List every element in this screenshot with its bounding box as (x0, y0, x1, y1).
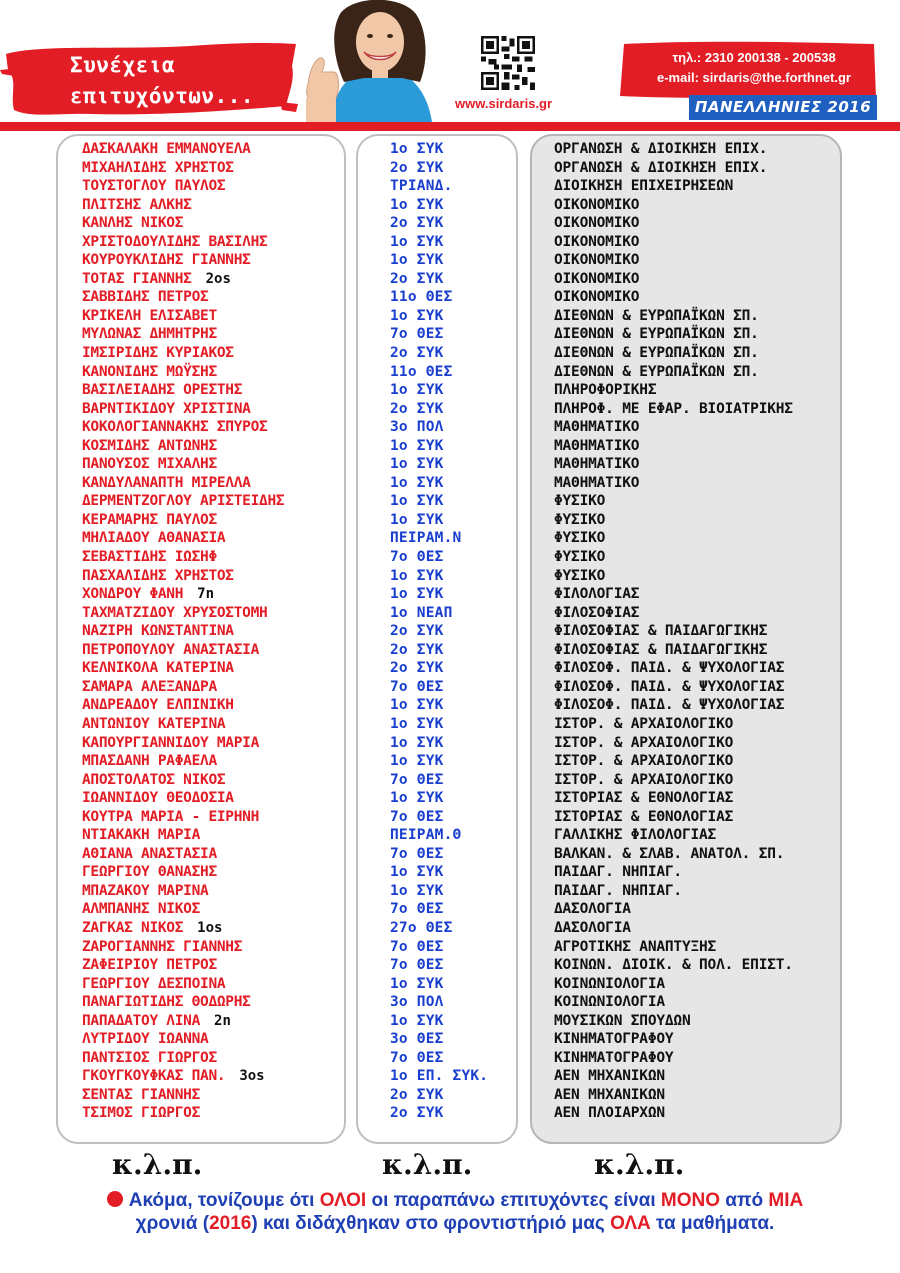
department-cell: ΟΙΚΟΝΟΜΙΚΟ (554, 196, 640, 213)
website-link[interactable]: www.sirdaris.gr (455, 96, 553, 111)
student-name-row (82, 233, 284, 252)
header-divider (0, 122, 900, 131)
student-name: ΠΑΝΟΥΣΟΣ ΜΙΧΑΛΗΣ (82, 456, 217, 473)
student-name: ΤΣΙΜΟΣ ΓΙΩΡΓΟΣ (82, 1105, 201, 1122)
high-schools-list (390, 140, 488, 1123)
department-cell: ΔΙΟΙΚΗΣΗ ΕΠΙΧΕΙΡΗΣΕΩΝ (554, 178, 734, 195)
school-cell: 2ο ΣΥΚ (390, 400, 444, 417)
school-cell: ΤΡΙΑΝΔ. (390, 178, 453, 195)
school-cell: 7ο ΘΕΣ (390, 771, 444, 788)
school-cell: ΠΕΙΡΑΜ.Θ (390, 827, 462, 844)
school-cell: 2ο ΣΥΚ (390, 1086, 444, 1103)
student-name: ΓΕΩΡΓΙΟΥ ΘΑΝΑΣΗΣ (82, 864, 217, 881)
student-name: ΑΝΤΩΝΙΟΥ ΚΑΤΕΡΙΝΑ (82, 715, 226, 732)
department-cell: ΑΕΝ ΜΗΧΑΝΙΚΩΝ (554, 1086, 665, 1103)
student-name-row (82, 344, 284, 363)
student-name-row (82, 622, 284, 641)
student-name-row (82, 400, 284, 419)
student-name-row (82, 548, 284, 567)
school-cell: 1ο ΣΥΚ (390, 456, 444, 473)
department-cell: ΚΟΙΝΩΝ. ΔΙΟΙΚ. & ΠΟΛ. ΕΠΙΣΤ. (554, 957, 793, 974)
department-cell: ΜΑΘΗΜΑΤΙΚΟ (554, 437, 640, 454)
department-cell: ΔΙΕΘΝΩΝ & ΕΥΡΩΠΑΪΚΩΝ ΣΠ. (554, 307, 759, 324)
department-cell: ΦΥΣΙΚΟ (554, 567, 606, 584)
school-cell: 2ο ΣΥΚ (390, 215, 444, 232)
school-cell: 27ο ΘΕΣ (390, 919, 453, 936)
student-name: ΧΡΙΣΤΟΔΟΥΛΙΔΗΣ ΒΑΣΙΛΗΣ (82, 233, 268, 250)
school-cell: 7ο ΘΕΣ (390, 845, 444, 862)
department-cell: ΦΥΣΙΚΟ (554, 511, 606, 528)
department-cell: ΦΙΛΟΣΟΦΙΑΣ & ΠΑΙΔΑΓΩΓΙΚΗΣ (554, 623, 768, 640)
etc-label-names: κ.λ.π. (112, 1148, 203, 1181)
department-cell: ΠΑΙΔΑΓ. ΝΗΠΙΑΓ. (554, 882, 682, 899)
school-cell: 7ο ΘΕΣ (390, 678, 444, 695)
student-name: ΠΕΤΡΟΠΟΥΛΟΥ ΑΝΑΣΤΑΣΙΑ (82, 641, 260, 658)
student-name-row (82, 641, 284, 660)
department-cell: ΦΙΛΟΛΟΓΙΑΣ (554, 586, 640, 603)
student-name-row (82, 882, 284, 901)
student-name-row (82, 900, 284, 919)
student-name: ΖΑΡΟΓΙΑΝΝΗΣ ΓΙΑΝΝΗΣ (82, 938, 243, 955)
student-name-row (82, 1049, 284, 1068)
school-cell: 1ο ΣΥΚ (390, 790, 444, 807)
student-name: ΣΑΜΑΡΑ ΑΛΕΞΑΝΔΡΑ (82, 678, 217, 695)
school-cell: 1ο ΣΥΚ (390, 511, 444, 528)
student-name: ΙΩΑΝΝΙΔΟΥ ΘΕΟΔΟΣΙΑ (82, 790, 234, 807)
school-cell: 1ο ΣΥΚ (390, 734, 444, 751)
student-name-row (82, 659, 284, 678)
student-name: ΔΑΣΚΑΛΑΚΗ ΕΜΜΑΝΟΥΕΛΑ (82, 141, 251, 157)
department-cell: ΦΥΣΙΚΟ (554, 530, 606, 547)
student-name: ΠΛΙΤΣΗΣ ΑΛΚΗΣ (82, 196, 192, 213)
student-name-row (82, 789, 284, 808)
school-cell: 7ο ΘΕΣ (390, 957, 444, 974)
student-name-row (82, 1012, 284, 1031)
department-cell: ΑΕΝ ΠΛΟΙΑΡΧΩΝ (554, 1105, 665, 1122)
department-cell: ΙΣΤΟΡ. & ΑΡΧΑΙΟΛΟΓΙΚΟ (554, 734, 734, 751)
department-cell: ΟΙΚΟΝΟΜΙΚΟ (554, 270, 640, 287)
student-name-row (82, 455, 284, 474)
smiling-girl-thumbs-up-photo (300, 0, 460, 122)
rank-badge: 1os (197, 919, 223, 936)
university-departments-list (554, 140, 793, 1123)
department-cell: ΟΡΓΑΝΩΣΗ & ΔΙΟΙΚΗΣΗ ΕΠΙΧ. (554, 141, 768, 157)
student-name-row (82, 325, 284, 344)
student-name: ΜΠΑΣΔΑΝΗ ΡΑΦΑΕΛΑ (82, 753, 217, 770)
department-cell: ΚΙΝΗΜΑΤΟΓΡΑΦΟΥ (554, 1031, 674, 1048)
student-name-row (82, 474, 284, 493)
department-cell: ΦΥΣΙΚΟ (554, 549, 606, 566)
department-cell: ΟΙΚΟΝΟΜΙΚΟ (554, 233, 640, 250)
student-name: ΚΟΥΤΡΑ ΜΑΡΙΑ - ΕΙΡΗΝΗ (82, 808, 260, 825)
student-name: ΚΕΛΝΙΚΟΛΑ ΚΑΤΕΡΙΝΑ (82, 660, 234, 677)
student-name-row (82, 437, 284, 456)
footer-highlight: ΜΟΝΟ (660, 1190, 721, 1211)
student-name: ΚΕΡΑΜΑΡΗΣ ΠΑΥΛΟΣ (82, 511, 217, 528)
school-cell: 11ο ΘΕΣ (390, 289, 453, 306)
student-name-row (82, 771, 284, 790)
student-name: ΑΝΔΡΕΑΔΟΥ ΕΛΠΙΝΙΚΗ (82, 697, 234, 714)
school-cell: 2ο ΣΥΚ (390, 1105, 444, 1122)
bullet-icon (107, 1191, 123, 1207)
rank-badge: 2os (205, 270, 231, 287)
department-cell: ΜΑΘΗΜΑΤΙΚΟ (554, 419, 640, 436)
student-name-row (82, 140, 284, 159)
student-name-row (82, 678, 284, 697)
school-cell: 7ο ΘΕΣ (390, 326, 444, 343)
footer-highlight: ΜΙΑ (768, 1190, 804, 1211)
department-cell: ΔΑΣΟΛΟΓΙΑ (554, 919, 631, 936)
department-cell: ΦΙΛΟΣΟΦΙΑΣ (554, 604, 640, 621)
student-name-row (82, 251, 284, 270)
student-name-row (82, 752, 284, 771)
school-cell: 7ο ΘΕΣ (390, 1049, 444, 1066)
student-name-row (82, 919, 284, 938)
school-cell: 2ο ΣΥΚ (390, 159, 444, 176)
department-cell: ΠΛΗΡΟΦΟΡΙΚΗΣ (554, 382, 657, 399)
department-cell: ΟΙΚΟΝΟΜΙΚΟ (554, 289, 640, 306)
student-name-row (82, 1104, 284, 1123)
footer-text: τα μαθήματα. (650, 1213, 775, 1234)
department-cell: ΙΣΤΟΡΙΑΣ & ΕΘΝΟΛΟΓΙΑΣ (554, 790, 734, 807)
school-cell: 1ο ΣΥΚ (390, 567, 444, 584)
school-cell: 3ο ΠΟΛ (390, 994, 444, 1011)
student-name: ΒΑΡΝΤΙΚΙΔΟΥ ΧΡΙΣΤΙΝΑ (82, 400, 251, 417)
school-cell: 2ο ΣΥΚ (390, 660, 444, 677)
footer-text: ) και διδάχθηκαν στο φροντιστήριό μας (251, 1213, 611, 1234)
student-name-row (82, 715, 284, 734)
student-name: ΣΑΒΒΙΔΗΣ ΠΕΤΡΟΣ (82, 289, 209, 306)
footer-note (40, 1189, 870, 1235)
school-cell: 1ο ΣΥΚ (390, 233, 444, 250)
student-name-row (82, 734, 284, 753)
department-cell: ΦΙΛΟΣΟΦ. ΠΑΙΔ. & ΨΥΧΟΛΟΓΙΑΣ (554, 678, 785, 695)
student-name-row (82, 826, 284, 845)
school-cell: 1ο ΣΥΚ (390, 586, 444, 603)
school-cell: 2ο ΣΥΚ (390, 270, 444, 287)
department-cell: ΔΑΣΟΛΟΓΙΑ (554, 901, 631, 918)
school-cell: 1ο ΣΥΚ (390, 307, 444, 324)
slogan-line-1: Συνέχεια (70, 53, 176, 77)
student-name: ΜΗΛΙΑΔΟΥ ΑΘΑΝΑΣΙΑ (82, 530, 226, 547)
department-cell: ΔΙΕΘΝΩΝ & ΕΥΡΩΠΑΪΚΩΝ ΣΠ. (554, 326, 759, 343)
student-name: ΙΜΣΙΡΙΔΗΣ ΚΥΡΙΑΚΟΣ (82, 345, 234, 362)
student-name: ΜΥΛΩΝΑΣ ΔΗΜΗΤΡΗΣ (82, 326, 217, 343)
student-names-list (82, 140, 284, 1123)
etc-label-departments: κ.λ.π. (594, 1148, 685, 1181)
student-name-row (82, 696, 284, 715)
footer-text: οι παραπάνω επιτυχόντες είναι (366, 1190, 661, 1211)
school-cell: 7ο ΘΕΣ (390, 549, 444, 566)
school-cell: 2ο ΣΥΚ (390, 641, 444, 658)
school-cell: 7ο ΘΕΣ (390, 808, 444, 825)
school-cell: 1ο ΣΥΚ (390, 1012, 444, 1029)
department-cell: ΓΑΛΛΙΚΗΣ ΦΙΛΟΛΟΓΙΑΣ (554, 827, 717, 844)
student-name: ΔΕΡΜΕΝΤΖΟΓΛΟΥ ΑΡΙΣΤΕΙΔΗΣ (82, 493, 285, 510)
student-name-row (82, 585, 284, 604)
department-cell: ΟΡΓΑΝΩΣΗ & ΔΙΟΙΚΗΣΗ ΕΠΙΧ. (554, 159, 768, 176)
student-name: ΣΕΒΑΣΤΙΔΗΣ ΙΩΣΗΦ (82, 549, 217, 566)
student-name: ΠΑΝΑΓΙΩΤΙΔΗΣ ΘΟΔΩΡΗΣ (82, 994, 251, 1011)
department-cell: ΜΟΥΣΙΚΩΝ ΣΠΟΥΔΩΝ (554, 1012, 691, 1029)
student-name-row (82, 381, 284, 400)
school-cell: 7ο ΘΕΣ (390, 938, 444, 955)
student-name-row (82, 1030, 284, 1049)
department-cell: ΙΣΤΟΡ. & ΑΡΧΑΙΟΛΟΓΙΚΟ (554, 771, 734, 788)
exams-year-badge: ΠΑΝΕΛΛΗΝΙΕΣ 2016 (689, 95, 877, 120)
department-cell: ΦΙΛΟΣΟΦΙΑΣ & ΠΑΙΔΑΓΩΓΙΚΗΣ (554, 641, 768, 658)
student-name: ΓΕΩΡΓΙΟΥ ΔΕΣΠΟΙΝΑ (82, 975, 226, 992)
school-cell: 1ο ΣΥΚ (390, 196, 444, 213)
student-name: ΖΑΦΕΙΡΙΟΥ ΠΕΤΡΟΣ (82, 957, 217, 974)
department-cell: ΙΣΤΟΡ. & ΑΡΧΑΙΟΛΟΓΙΚΟ (554, 715, 734, 732)
student-name: ΠΑΣΧΑΛΙΔΗΣ ΧΡΗΣΤΟΣ (82, 567, 234, 584)
student-name: ΚΑΠΟΥΡΓΙΑΝΝΙΔΟΥ ΜΑΡΙΑ (82, 734, 260, 751)
school-cell: 1ο ΣΥΚ (390, 252, 444, 269)
student-name-row (82, 492, 284, 511)
department-cell: ΑΓΡΟΤΙΚΗΣ ΑΝΑΠΤΥΞΗΣ (554, 938, 717, 955)
student-name: ΚΟΣΜΙΔΗΣ ΑΝΤΩΝΗΣ (82, 437, 217, 454)
department-cell: ΙΣΤΟΡ. & ΑΡΧΑΙΟΛΟΓΙΚΟ (554, 753, 734, 770)
school-cell: 1ο ΣΥΚ (390, 474, 444, 491)
department-cell: ΔΙΕΘΝΩΝ & ΕΥΡΩΠΑΪΚΩΝ ΣΠ. (554, 363, 759, 380)
student-name-row (82, 956, 284, 975)
school-cell: ΠΕΙΡΑΜ.Ν (390, 530, 462, 547)
school-cell: 11ο ΘΕΣ (390, 363, 453, 380)
school-cell: 1ο ΣΥΚ (390, 882, 444, 899)
student-name: ΝΑΖΙΡΗ ΚΩΝΣΤΑΝΤΙΝΑ (82, 623, 234, 640)
rank-badge: 2n (214, 1012, 231, 1029)
student-name: ΜΙΧΑΗΛΙΔΗΣ ΧΡΗΣΤΟΣ (82, 159, 234, 176)
student-name-row (82, 845, 284, 864)
department-cell: ΟΙΚΟΝΟΜΙΚΟ (554, 215, 640, 232)
school-cell: 1ο ΕΠ. ΣΥΚ. (390, 1068, 489, 1085)
student-name: ΤΟΤΑΣ ΓΙΑΝΝΗΣ (82, 270, 192, 287)
footer-text: από (720, 1190, 769, 1211)
department-cell: ΦΥΣΙΚΟ (554, 493, 606, 510)
department-cell: ΚΟΙΝΩΝΙΟΛΟΓΙΑ (554, 975, 665, 992)
school-cell: 1ο ΝΕΑΠ (390, 604, 453, 621)
student-name-row (82, 529, 284, 548)
department-cell: ΦΙΛΟΣΟΦ. ΠΑΙΔ. & ΨΥΧΟΛΟΓΙΑΣ (554, 697, 785, 714)
email-address[interactable]: e-mail: sirdaris@the.forthnet.gr (657, 70, 851, 85)
student-name: ΠΑΠΑΔΑΤΟΥ ΛΙΝΑ (82, 1012, 201, 1029)
footer-highlight: ΟΛΑ (610, 1213, 651, 1234)
department-cell: ΚΙΝΗΜΑΤΟΓΡΑΦΟΥ (554, 1049, 674, 1066)
department-cell: ΙΣΤΟΡΙΑΣ & ΕΘΝΟΛΟΓΙΑΣ (554, 808, 734, 825)
student-name-row (82, 863, 284, 882)
student-name: ΚΑΝΟΝΙΔΗΣ ΜΩΫΣΗΣ (82, 363, 217, 380)
student-name: ΠΑΝΤΣΙΟΣ ΓΙΩΡΓΟΣ (82, 1049, 217, 1066)
qr-code-icon (481, 36, 535, 90)
footer-text: χρονιά ( (135, 1213, 210, 1234)
school-cell: 3ο ΘΕΣ (390, 1031, 444, 1048)
student-name-row (82, 567, 284, 586)
student-name-row (82, 511, 284, 530)
school-cell: 1ο ΣΥΚ (390, 382, 444, 399)
student-name-row (82, 604, 284, 623)
student-name: ΓΚΟΥΓΚΟΥΦΚΑΣ ΠΑΝ. (82, 1068, 226, 1085)
department-cell: ΠΛΗΡΟΦ. ΜΕ ΕΦΑΡ. ΒΙΟΙΑΤΡΙΚΗΣ (554, 400, 793, 417)
student-name: ΚΑΝΔΥΛΑΝΑΠΤΗ ΜΙΡΕΛΛΑ (82, 474, 251, 491)
student-name: ΜΠΑΖΑΚΟΥ ΜΑΡΙΝΑ (82, 882, 209, 899)
student-name: ΖΑΓΚΑΣ ΝΙΚΟΣ (82, 919, 184, 936)
student-name: ΑΛΜΠΑΝΗΣ ΝΙΚΟΣ (82, 901, 201, 918)
slogan-brush-banner (0, 40, 298, 120)
student-name: ΤΟΥΣΤΟΓΛΟΥ ΠΑΥΛΟΣ (82, 178, 226, 195)
school-cell: 1ο ΣΥΚ (390, 975, 444, 992)
student-name-row (82, 159, 284, 178)
school-cell: 1ο ΣΥΚ (390, 715, 444, 732)
department-cell: ΒΑΛΚΑΝ. & ΣΛΑΒ. ΑΝΑΤΟΛ. ΣΠ. (554, 845, 785, 862)
department-cell: ΜΑΘΗΜΑΤΙΚΟ (554, 456, 640, 473)
student-name-row (82, 288, 284, 307)
student-name: ΛΥΤΡΙΔΟΥ ΙΩΑΝΝΑ (82, 1031, 209, 1048)
department-cell: ΦΙΛΟΣΟΦ. ΠΑΙΔ. & ΨΥΧΟΛΟΓΙΑΣ (554, 660, 785, 677)
department-cell: ΜΑΘΗΜΑΤΙΚΟ (554, 474, 640, 491)
student-name-row (82, 177, 284, 196)
student-name: ΑΘΙΑΝΑ ΑΝΑΣΤΑΣΙΑ (82, 845, 217, 862)
school-cell: 3ο ΠΟΛ (390, 419, 444, 436)
student-name-row (82, 270, 284, 289)
department-cell: ΟΙΚΟΝΟΜΙΚΟ (554, 252, 640, 269)
footer-text: Ακόμα, τονίζουμε ότι (128, 1190, 320, 1211)
student-name: ΚΑΝΛΗΣ ΝΙΚΟΣ (82, 215, 184, 232)
department-cell: ΚΟΙΝΩΝΙΟΛΟΓΙΑ (554, 994, 665, 1011)
department-cell: ΑΕΝ ΜΗΧΑΝΙΚΩΝ (554, 1068, 665, 1085)
phone-number: τηλ.: 2310 200138 - 200538 (672, 50, 836, 65)
student-name-row (82, 938, 284, 957)
etc-label-schools: κ.λ.π. (382, 1148, 473, 1181)
student-name: ΤΑΧΜΑΤΖΙΔΟΥ ΧΡΥΣΟΣΤΟΜΗ (82, 604, 268, 621)
rank-badge: 7n (197, 586, 215, 603)
student-name: ΣΕΝΤΑΣ ΓΙΑΝΝΗΣ (82, 1086, 201, 1103)
footer-highlight: 2016 (209, 1213, 252, 1234)
student-name-row (82, 418, 284, 437)
student-name: ΧΟΝΔΡΟΥ ΦΑΝΗ (82, 586, 184, 603)
student-name-row (82, 993, 284, 1012)
slogan-line-2: επιτυχόντων... (70, 84, 255, 108)
rank-badge: 3os (239, 1068, 265, 1085)
department-cell: ΔΙΕΘΝΩΝ & ΕΥΡΩΠΑΪΚΩΝ ΣΠ. (554, 345, 759, 362)
school-cell: 1ο ΣΥΚ (390, 437, 444, 454)
student-name-row (82, 1086, 284, 1105)
student-name-row (82, 975, 284, 994)
school-cell: 1ο ΣΥΚ (390, 141, 444, 157)
student-name-row (82, 214, 284, 233)
student-name: ΝΤΙΑΚΑΚΗ ΜΑΡΙΑ (82, 827, 201, 844)
student-name-row (82, 808, 284, 827)
student-name: ΚΡΙΚΕΛΗ ΕΛΙΣΑΒΕΤ (82, 307, 217, 324)
student-name-row (82, 1067, 284, 1086)
student-name-row (82, 307, 284, 326)
school-cell: 1ο ΣΥΚ (390, 697, 444, 714)
student-name-row (82, 196, 284, 215)
student-name: ΑΠΟΣΤΟΛΑΤΟΣ ΝΙΚΟΣ (82, 771, 226, 788)
school-cell: 2ο ΣΥΚ (390, 623, 444, 640)
department-cell: ΠΑΙΔΑΓ. ΝΗΠΙΑΓ. (554, 864, 682, 881)
student-name: ΒΑΣΙΛΕΙΑΔΗΣ ΟΡΕΣΤΗΣ (82, 382, 243, 399)
school-cell: 1ο ΣΥΚ (390, 493, 444, 510)
school-cell: 1ο ΣΥΚ (390, 753, 444, 770)
school-cell: 1ο ΣΥΚ (390, 864, 444, 881)
footer-highlight: ΟΛΟΙ (319, 1190, 367, 1211)
student-name-row (82, 363, 284, 382)
school-cell: 7ο ΘΕΣ (390, 901, 444, 918)
student-name: ΚΟΚΟΛΟΓΙΑΝΝΑΚΗΣ ΣΠΥΡΟΣ (82, 419, 268, 436)
school-cell: 2ο ΣΥΚ (390, 345, 444, 362)
student-name: ΚΟΥΡΟΥΚΛΙΔΗΣ ΓΙΑΝΝΗΣ (82, 252, 251, 269)
